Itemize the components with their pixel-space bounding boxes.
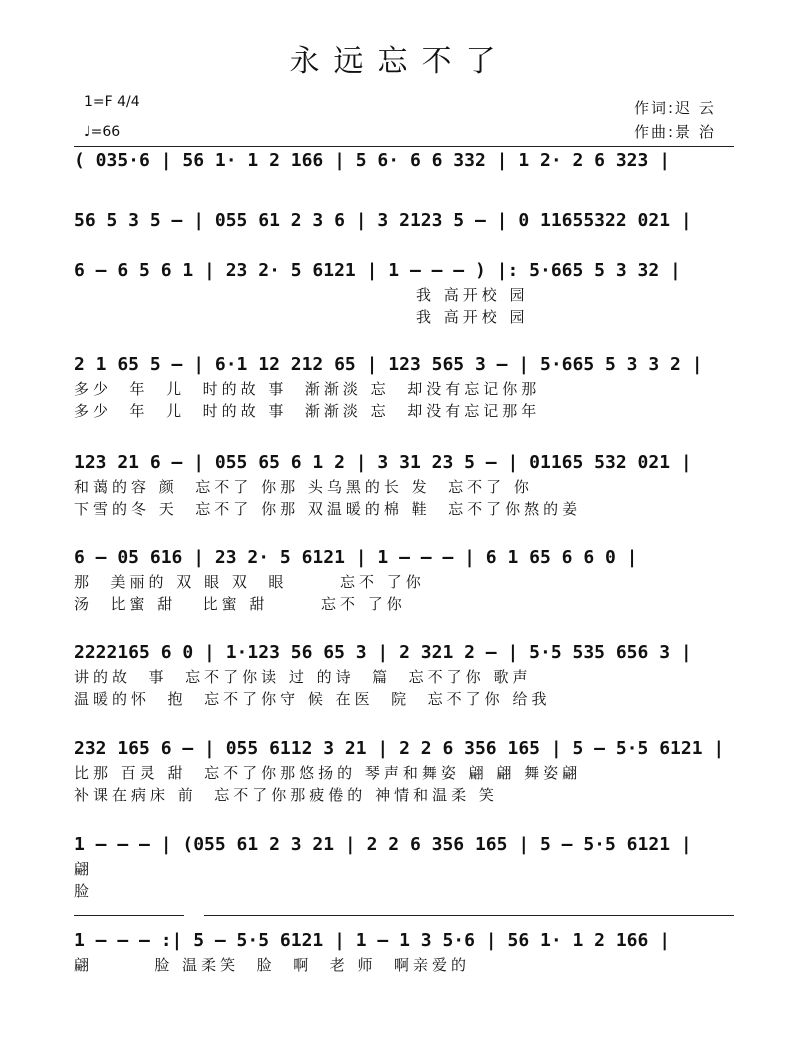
system-3 [74,258,734,328]
song-title: 永远忘不了 [289,44,510,79]
score [74,140,734,1010]
lyric-line-1: 翩 [74,860,94,878]
lyric-line-1: 讲的故 事 忘不了你读 过 的诗 篇 忘不了你 歌声 [74,668,532,686]
lyric-line-1: 比那 百灵 甜 忘不了你那悠扬的 琴声和舞姿 翩 翩 舞姿翩 [74,764,582,782]
notes-line: 1 – – – | (055 61 2 3 21 | 2 2 6 356 165 | 5 – 5·5 6121 | [74,834,692,855]
lyric-line-2: 多少 年 儿 时的故 事 渐渐淡 忘 却没有忘记那年 [74,402,541,420]
lyric-line-2: 补课在病床 前 忘不了你那疲倦的 神情和温柔 笑 [74,786,498,804]
notes-line: 56 5 3 5 – | 055 61 2 3 6 | 3 2123 5 – | 0 11655322 021 | [74,210,692,231]
system-1 [74,148,734,174]
key-signature: 1=F 4/4 [84,94,140,110]
notes-line: 6 – 6 5 6 1 | 23 2· 5 6121 | 1 – – – ) |: 5·665 5 3 32 | [74,260,681,281]
notes-line: 6 – 05 616 | 23 2· 5 6121 | 1 – – – | 6 1 65 6 6 0 | [74,547,638,568]
lyric-line-2: 温暖的怀 抱 忘不了你守 候 在医 院 忘不了你 给我 [74,690,551,708]
ending-bracket [204,915,734,916]
phrase-line [74,146,734,147]
lyric-line-1: 和蔼的容 颜 忘不了 你那 头乌黑的长 发 忘不了 你 [74,478,533,496]
system-2 [74,208,734,234]
lyric-line-2: 脸 [74,882,94,900]
lyricist: 作词:迟 云 [634,99,716,117]
lyric-line-2: 汤 比蜜 甜 比蜜 甜 忘不 了你 [74,595,406,613]
lyric-line-1: 翩 脸 温柔笑 脸 啊 老 师 啊亲爱的 [74,956,471,974]
lyric-line-2: 我 高开校 园 [74,308,529,326]
system-4 [74,352,734,422]
tempo-marking: ♩=66 [84,124,121,140]
system-5 [74,450,734,520]
divider [74,915,184,916]
system-10 [74,928,734,976]
lyric-line-1: 我 高开校 园 [74,286,529,304]
lyric-line-2: 下雪的冬 天 忘不了 你那 双温暖的棉 鞋 忘不了你熬的姜 [74,500,582,518]
lyric-line-1: 多少 年 儿 时的故 事 渐渐淡 忘 却没有忘记你那 [74,380,541,398]
system-6 [74,545,734,615]
notes-line: 1 – – – :| 5 – 5·5 6121 | 1 – 1 3 5·6 | 56 1· 1 2 166 | [74,930,671,951]
notes-line: 123 21 6 – | 055 65 6 1 2 | 3 31 23 5 – | 01165 532 021 | [74,452,692,473]
system-7 [74,640,734,710]
system-9 [74,832,734,902]
composer: 作曲:景 治 [634,123,716,141]
notes-line: 232 165 6 – | 055 6112 3 21 | 2 2 6 356 165 | 5 – 5·5 6121 | [74,738,725,759]
credits [634,96,716,144]
notes-line: ( 035·6 | 56 1· 1 2 166 | 5 6· 6 6 332 | 1 2· 2 6 323 | [74,150,671,171]
notes-line: 2 1 65 5 – | 6·1 12 212 65 | 123 565 3 – | 5·665 5 3 3 2 | [74,354,703,375]
notes-line: 2222165 6 0 | 1·123 56 65 3 | 2 321 2 – | 5·5 535 656 3 | [74,642,692,663]
lyric-line-1: 那 美丽的 双 眼 双 眼 忘不 了你 [74,573,425,591]
system-8 [74,736,734,806]
